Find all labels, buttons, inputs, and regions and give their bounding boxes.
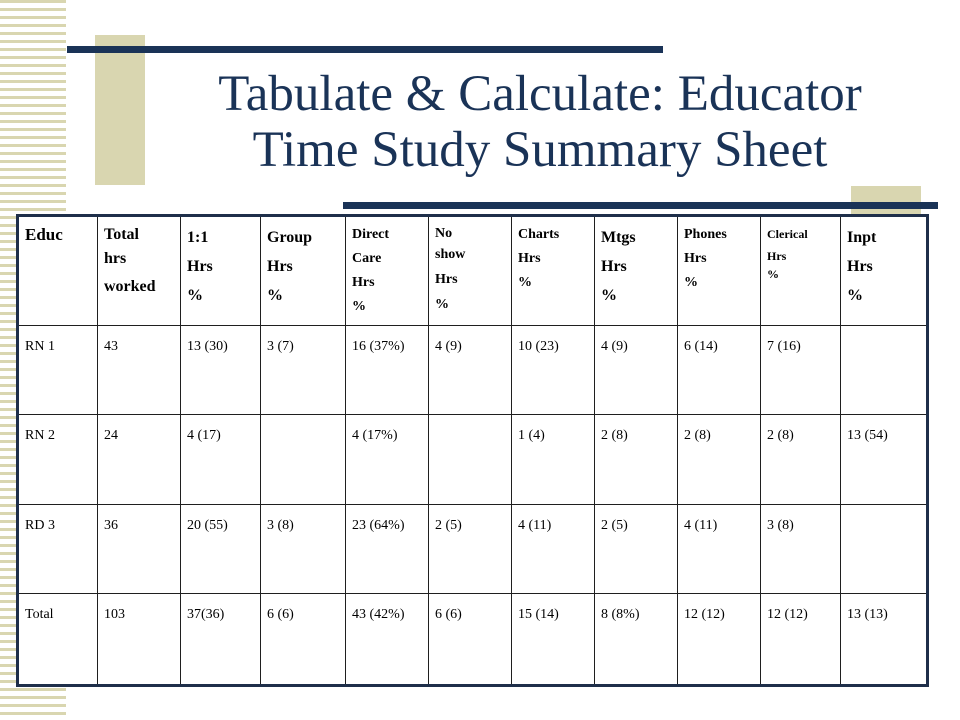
table-cell: 23 (64%) (346, 504, 429, 593)
header-one-to-one (181, 216, 261, 326)
table-cell: 15 (14) (512, 593, 595, 685)
table-cell: 20 (55) (181, 504, 261, 593)
table-cell (261, 415, 346, 504)
header-educ (18, 216, 98, 326)
olive-vertical-bar (95, 35, 145, 185)
table-cell: 6 (14) (678, 326, 761, 415)
table-cell: 12 (12) (678, 593, 761, 685)
table-cell: 16 (37%) (346, 326, 429, 415)
header-mtgs (595, 216, 678, 326)
header-line: No (435, 226, 453, 241)
header-line: hrs (104, 250, 127, 267)
header-line: Direct (352, 227, 390, 242)
header-total-hrs (98, 216, 181, 326)
header-clerical (761, 216, 841, 326)
table-cell: 13 (54) (841, 415, 928, 504)
table-cell: 7 (16) (761, 326, 841, 415)
table-cell: 2 (5) (429, 504, 512, 593)
header-line: Inpt (847, 229, 877, 246)
summary-table (16, 214, 929, 687)
header-line: worked (104, 278, 156, 295)
header-line: % (684, 275, 698, 290)
header-line: Group (267, 229, 313, 246)
table-row-total (18, 593, 928, 685)
header-line: % (187, 287, 203, 304)
table-cell: 24 (98, 415, 181, 504)
header-line: % (767, 267, 779, 281)
header-line: Mtgs (601, 229, 636, 246)
header-line: Total (104, 226, 139, 243)
header-line: % (601, 287, 617, 304)
table-cell: 4 (11) (512, 504, 595, 593)
header-line: Phones (684, 227, 727, 242)
header-line: % (518, 275, 532, 290)
table-cell: 103 (98, 593, 181, 685)
table-cell: 43 (42%) (346, 593, 429, 685)
table-cell: 3 (7) (261, 326, 346, 415)
table-cell: 13 (13) (841, 593, 928, 685)
table-cell: 3 (8) (261, 504, 346, 593)
slide-title (160, 66, 920, 178)
header-line: % (352, 299, 366, 314)
table-cell: 2 (8) (678, 415, 761, 504)
header-line: 1:1 (187, 229, 209, 246)
header-line: show (435, 247, 466, 262)
header-line: Hrs (187, 258, 213, 275)
header-line: Hrs (847, 258, 873, 275)
header-line: Care (352, 251, 382, 266)
header-inpt (841, 216, 928, 326)
table-row (18, 415, 928, 504)
navy-top-rule (67, 46, 663, 53)
header-charts (512, 216, 595, 326)
header-direct-care (346, 216, 429, 326)
table-cell: RN 1 (18, 326, 98, 415)
header-educ-label: Educ (25, 225, 63, 244)
table-row (18, 504, 928, 593)
table-cell: Total (18, 593, 98, 685)
table-cell: 6 (6) (261, 593, 346, 685)
table-cell: 2 (5) (595, 504, 678, 593)
table-cell: 43 (98, 326, 181, 415)
header-line: Charts (518, 227, 560, 242)
header-line: Hrs (767, 249, 787, 263)
header-group (261, 216, 346, 326)
header-no-show (429, 216, 512, 326)
header-phones (678, 216, 761, 326)
table-cell: 1 (4) (512, 415, 595, 504)
olive-right-block (851, 186, 921, 214)
table-cell: 8 (8%) (595, 593, 678, 685)
table-cell: 4 (17) (181, 415, 261, 504)
table-cell: 13 (30) (181, 326, 261, 415)
table-cell: 4 (9) (429, 326, 512, 415)
table-cell: 3 (8) (761, 504, 841, 593)
table-cell: 4 (17%) (346, 415, 429, 504)
navy-bottom-rule (343, 202, 938, 209)
table-cell: RD 3 (18, 504, 98, 593)
table-row (18, 326, 928, 415)
table-cell: 4 (11) (678, 504, 761, 593)
header-line: Hrs (601, 258, 627, 275)
header-line: Hrs (684, 251, 707, 266)
table-cell: 12 (12) (761, 593, 841, 685)
table-cell: 2 (8) (595, 415, 678, 504)
table-cell: 6 (6) (429, 593, 512, 685)
table-cell: 4 (9) (595, 326, 678, 415)
header-line: % (435, 297, 449, 312)
title-line-2: Time Study Summary Sheet (252, 122, 828, 178)
header-line: Hrs (435, 272, 458, 287)
table-cell: 37(36) (181, 593, 261, 685)
title-line-1: Tabulate & Calculate: Educator (218, 66, 862, 122)
table-cell (841, 326, 928, 415)
header-line: % (267, 287, 283, 304)
table-cell: 10 (23) (512, 326, 595, 415)
header-line: Hrs (267, 258, 293, 275)
table-cell: 36 (98, 504, 181, 593)
header-line: Hrs (352, 275, 375, 290)
table-cell (429, 415, 512, 504)
header-line: Hrs (518, 251, 541, 266)
header-line: Clerical (767, 227, 808, 241)
table-cell: 2 (8) (761, 415, 841, 504)
table-cell: RN 2 (18, 415, 98, 504)
header-line: % (847, 287, 863, 304)
table-cell (841, 504, 928, 593)
table-header-row (18, 216, 928, 326)
